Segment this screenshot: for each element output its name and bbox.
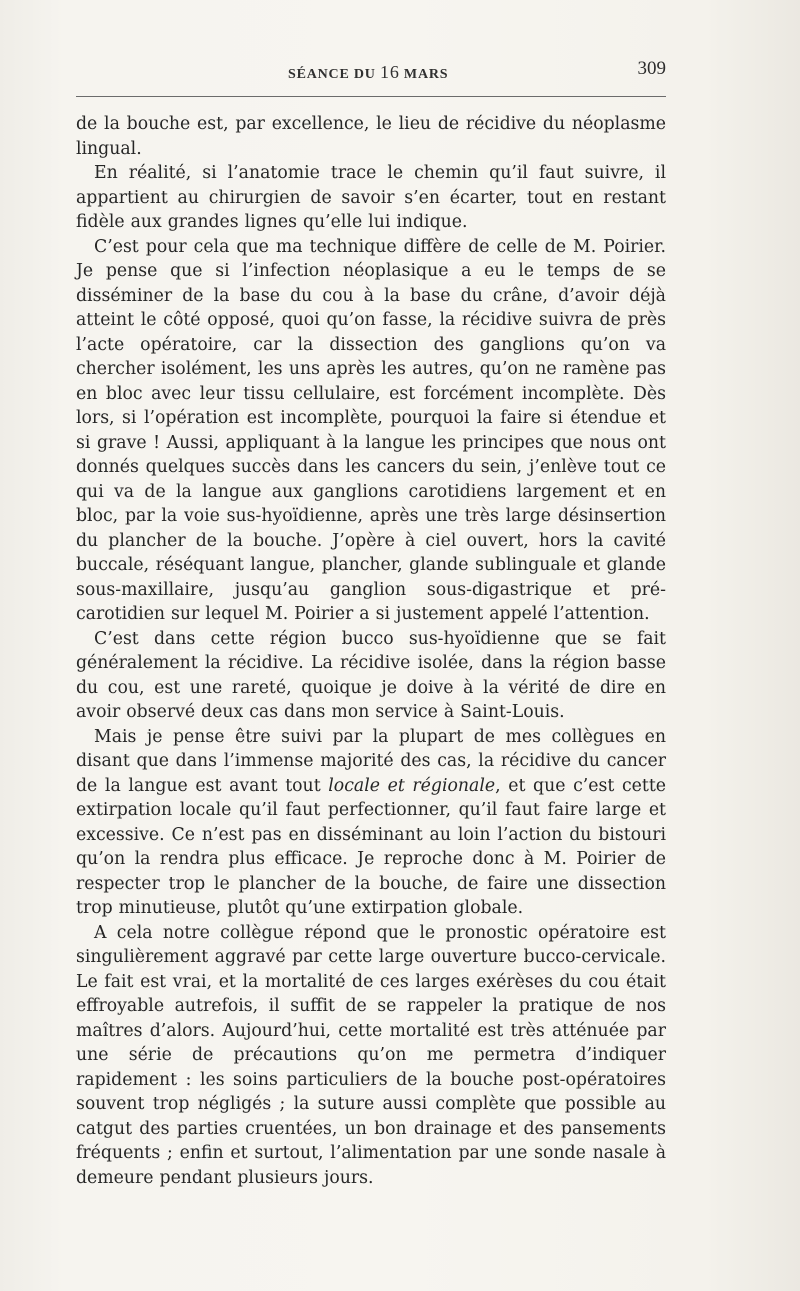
running-title (288, 62, 448, 83)
paragraph-5-after: , et que c’est cette extirpation locale qu’il faut perfectionner, qu’il faut faire large et excessive. Ce n’est pas en disséminant au loin l’action du bistouri qu’on la rendra plus efficace. Je reproche donc à M. Poirier de respecter trop le plancher de la bouche, de faire une dissection trop minutieuse, plutôt qu’une extirpation globale. (76, 775, 666, 918)
running-title-day: 16 (380, 62, 400, 82)
paragraph-5 (76, 725, 666, 921)
paragraph-4: C’est dans cette région bucco sus-hyoïdienne que se fait généralement la récidive. La récidive isolée, dans la région basse du cou, est une rareté, quoique je doive à la vérité de dire en avoir observé deux cas dans mon service à Saint-Louis. (76, 628, 666, 722)
page-number: 309 (637, 58, 666, 79)
paragraph-6: A cela notre collègue répond que le pronostic opératoire est singulièrement aggravé par cette large ouverture bucco-cervicale. Le fait est vrai, et la mortalité de ces larges exérèses du cou était effroyable autrefois, il suffit de se rappeler la pratique de nos maîtres d’alors. Aujourd’hui, cette mortalité est très atténuée par une série de précautions qu’on me permetra d’indiquer rapidement : les soins particuliers de la bouche post-opératoires souvent trop négligés ; la suture aussi complète que possible au catgut des parties cruentées, un bon drainage et des pansements fréquents ; enfin et surtout, l’alimentation par une sonde nasale à demeure pendant plusieurs jours. (76, 922, 666, 1188)
paragraph-2: En réalité, si l’anatomie trace le chemin qu’il faut suivre, il appartient au chirurgien de savoir s’en écarter, tout en restant fidèle aux grandes lignes qu’elle lui indique. (76, 163, 666, 232)
paragraph-3: C’est pour cela que ma technique diffère de celle de M. Poirier. Je pense que si l’infection néoplasique a eu le temps de se disséminer de la base du cou à la base du crâne, d’avoir déjà atteint le côté opposé, quoi qu’on fasse, la récidive suivra de près l’acte opératoire, car la dissection des ganglions qu’on va chercher isolément, les uns après les autres, qu’on ne ramène pas en bloc avec leur tissu cellulaire, est forcément incomplète. Dès lors, si l’opération est incomplète, pourquoi la faire si étendue et si grave ! Aussi, appliquant à la langue les principes que nous ont donnés quelques succès dans les cancers du sein, j’enlève tout ce qui va de la langue aux ganglions carotidiens largement et en bloc, par la voie sus-hyoïdienne, après une très large désinsertion du plancher de la bouche. J’opère à ciel ouvert, hors la cavité buccale, réséquant langue, plancher, glande sublinguale et glande sous-maxillaire, jusqu’au ganglion sous-digastrique et pré-carotidien sur lequel M. Poirier a si justement appelé l’attention. (76, 236, 666, 624)
header-rule (76, 96, 666, 97)
paragraph-1: de la bouche est, par excellence, le lieu de récidive du néoplasme lingual. (76, 114, 666, 159)
paragraph-5-italic: locale et régionale (328, 775, 496, 796)
page-header (76, 58, 666, 84)
running-title-month: MARS (399, 67, 449, 82)
running-title-text: SÉANCE DU (288, 67, 381, 82)
paragraph-5-before: Mais je pense être suivi par la plupart de mes collègues en disant que dans l’immense majorité des cas, la récidive du cancer de la langue est avant tout (76, 726, 666, 796)
body-text (76, 112, 666, 1190)
